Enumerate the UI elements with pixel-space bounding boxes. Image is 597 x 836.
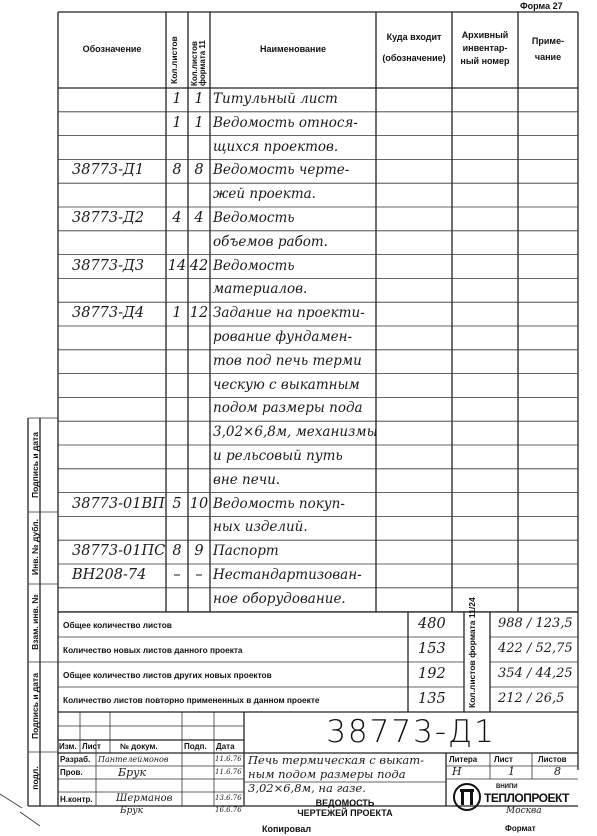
name-cell: жей проекта. xyxy=(213,186,316,203)
name-cell: 3,02×6,8м, механизмы xyxy=(213,424,378,441)
name-cell: Ведомость относя- xyxy=(213,114,358,131)
summary-count: 135 xyxy=(418,691,446,707)
description-line-2: ным подом размеры пода xyxy=(248,767,406,781)
kontr-date: 13.6.76 xyxy=(215,794,242,802)
header-format11-count: Кол.листов формата 11 xyxy=(190,40,207,86)
org-sub: ВНИПИ xyxy=(496,784,518,790)
name-cell: тов под печь терми xyxy=(213,352,362,369)
summary-label: Количество новых листов данного проекта xyxy=(63,645,243,655)
side-label-podl: подл. xyxy=(30,766,40,790)
col-izm: Изм. xyxy=(59,742,77,751)
name-cell: ных изделий. xyxy=(213,519,308,536)
sheets-label: Листов xyxy=(538,755,567,764)
side-label-sign-date-2: Подпись и дата xyxy=(30,673,40,739)
name-cell: Задание на проекти- xyxy=(213,305,365,322)
sheets-cell: 1 xyxy=(172,305,182,322)
form-number-label: Форма 27 xyxy=(520,1,563,11)
org-city: Москва xyxy=(506,806,542,816)
designation-cell: 38773-Д2 xyxy=(72,210,145,226)
summary-side-label: Кол.листов формата 11/24 xyxy=(467,597,477,708)
razrab-name: Пантелеймонов xyxy=(98,755,169,764)
name-cell: материалов. xyxy=(213,281,308,298)
format11-cell: 1 xyxy=(194,114,204,131)
name-cell: щихся проектов. xyxy=(213,138,339,155)
name-cell: Ведомость xyxy=(213,257,295,274)
sheets-cell: 8 xyxy=(172,162,182,179)
col-list: Лист xyxy=(82,742,101,751)
summary-label: Общее количество листов xyxy=(63,620,172,630)
summary-format-count: 988 / 123,5 xyxy=(498,616,573,631)
name-cell: Нестандартизован- xyxy=(213,567,362,583)
summary-label: Общее количество листов других новых проектов xyxy=(63,670,272,680)
header-sheet-count: Кол.листов xyxy=(169,36,179,84)
sheet-value: 1 xyxy=(508,765,515,778)
summary-label: Количество листов повторно примененных в данном проекте xyxy=(63,695,320,705)
col-date: Дата xyxy=(216,742,235,751)
role-prov: Пров. xyxy=(60,768,83,777)
format11-cell: 9 xyxy=(194,543,204,560)
header-note-1: Приме- xyxy=(531,36,565,46)
name-cell: ческую с выкатным xyxy=(213,376,360,393)
role-kontr: Н.контр. xyxy=(60,795,93,804)
summary-count: 153 xyxy=(418,641,446,657)
header-archive-1: Архивный xyxy=(461,30,509,40)
designation-cell: ВН208-74 xyxy=(72,567,147,583)
designation-cell: 38773-Д4 xyxy=(72,305,145,322)
sheets-value: 8 xyxy=(554,765,561,778)
name-cell: и рельсовый путь xyxy=(213,448,343,464)
summary-count: 192 xyxy=(418,666,446,682)
side-label-inv-dubl: Инв. № дубл. xyxy=(30,518,40,576)
summary-format-count: 422 / 52,75 xyxy=(498,641,573,656)
format11-cell: 12 xyxy=(189,305,209,322)
designation-cell: 38773-01ВП xyxy=(72,495,165,512)
header-note-2: чание xyxy=(534,52,562,62)
sheets-cell: 1 xyxy=(172,114,182,131)
document-number: 38773-Д1 xyxy=(326,714,496,750)
extra-date: 16.6.76 xyxy=(215,806,242,814)
designation-cell: 38773-Д1 xyxy=(72,162,145,179)
name-cell: подом размеры пода xyxy=(213,400,363,417)
summary-format-count: 212 / 26,5 xyxy=(498,691,565,706)
name-cell: ное оборудование. xyxy=(213,590,346,607)
prov-date: 11.6.76 xyxy=(215,768,242,776)
razrab-date: 11.6.76 xyxy=(215,755,242,763)
sheet-title-2: ЧЕРТЕЖЕЙ ПРОЕКТА xyxy=(297,808,393,818)
teploproekt-logo-icon xyxy=(452,782,482,812)
format11-cell: 8 xyxy=(194,162,204,179)
name-cell: Ведомость черте- xyxy=(213,162,350,179)
sheet-title-1: ВЕДОМОСТЬ xyxy=(315,798,375,808)
litera-value: Н xyxy=(452,765,462,778)
footer-format: Формат xyxy=(505,824,536,833)
header-designation: Обозначение xyxy=(82,44,142,54)
sheets-cell: 5 xyxy=(172,495,182,512)
format11-cell: – xyxy=(195,567,203,583)
summary-format-count: 354 / 44,25 xyxy=(498,666,573,681)
sheets-cell: 1 xyxy=(172,91,182,107)
name-cell: Паспорт xyxy=(213,543,279,560)
col-sign: Подп. xyxy=(184,742,207,751)
name-cell: Титульный лист xyxy=(213,91,338,107)
designation-cell: 38773-Д3 xyxy=(72,257,145,274)
header-name: Наименование xyxy=(259,44,327,54)
prov-name: Брук xyxy=(118,766,147,779)
sheet-label: Лист xyxy=(494,755,513,764)
format11-cell: 42 xyxy=(189,257,209,274)
col-docnum: № докум. xyxy=(120,742,158,751)
sheets-cell: 4 xyxy=(172,210,182,226)
sheets-cell: 8 xyxy=(172,543,182,560)
format11-cell: 1 xyxy=(194,91,204,107)
description-line-3: 3,02×6,8м, на газе. xyxy=(248,781,366,795)
header-where-included-2: (обозначение) xyxy=(382,53,446,63)
side-label-vzam-inv: Взам. инв. № xyxy=(30,594,40,650)
name-cell: рование фундамен- xyxy=(213,329,353,345)
sheets-cell: 14 xyxy=(167,257,187,274)
name-cell: Ведомость покуп- xyxy=(213,495,345,512)
side-label-sign-date: Подпись и дата xyxy=(30,432,40,498)
name-cell: вне печи. xyxy=(213,471,281,488)
designation-cell: 38773-01ПС xyxy=(72,543,166,560)
name-cell: Ведомость xyxy=(213,210,295,226)
format11-cell: 10 xyxy=(189,495,209,512)
description-line-1: Печь термическая с выкат- xyxy=(248,753,424,767)
name-cell: объемов работ. xyxy=(213,233,328,250)
sheets-cell: – xyxy=(173,567,181,583)
header-where-included-1: Куда входит xyxy=(386,32,442,42)
format11-cell: 4 xyxy=(194,210,204,226)
org-name: ТЕПЛОПРОЕКТ xyxy=(484,791,569,805)
litera-label: Литера xyxy=(449,755,478,764)
kontr-name: Шерманов xyxy=(116,793,173,804)
header-archive-2: инвентар- xyxy=(462,43,508,53)
header-archive-3: ный номер xyxy=(460,56,510,66)
summary-count: 480 xyxy=(418,616,446,632)
role-razrab: Разраб. xyxy=(60,755,91,764)
footer-copied: Копировал xyxy=(262,824,312,834)
extra-name: Брук xyxy=(120,806,143,816)
